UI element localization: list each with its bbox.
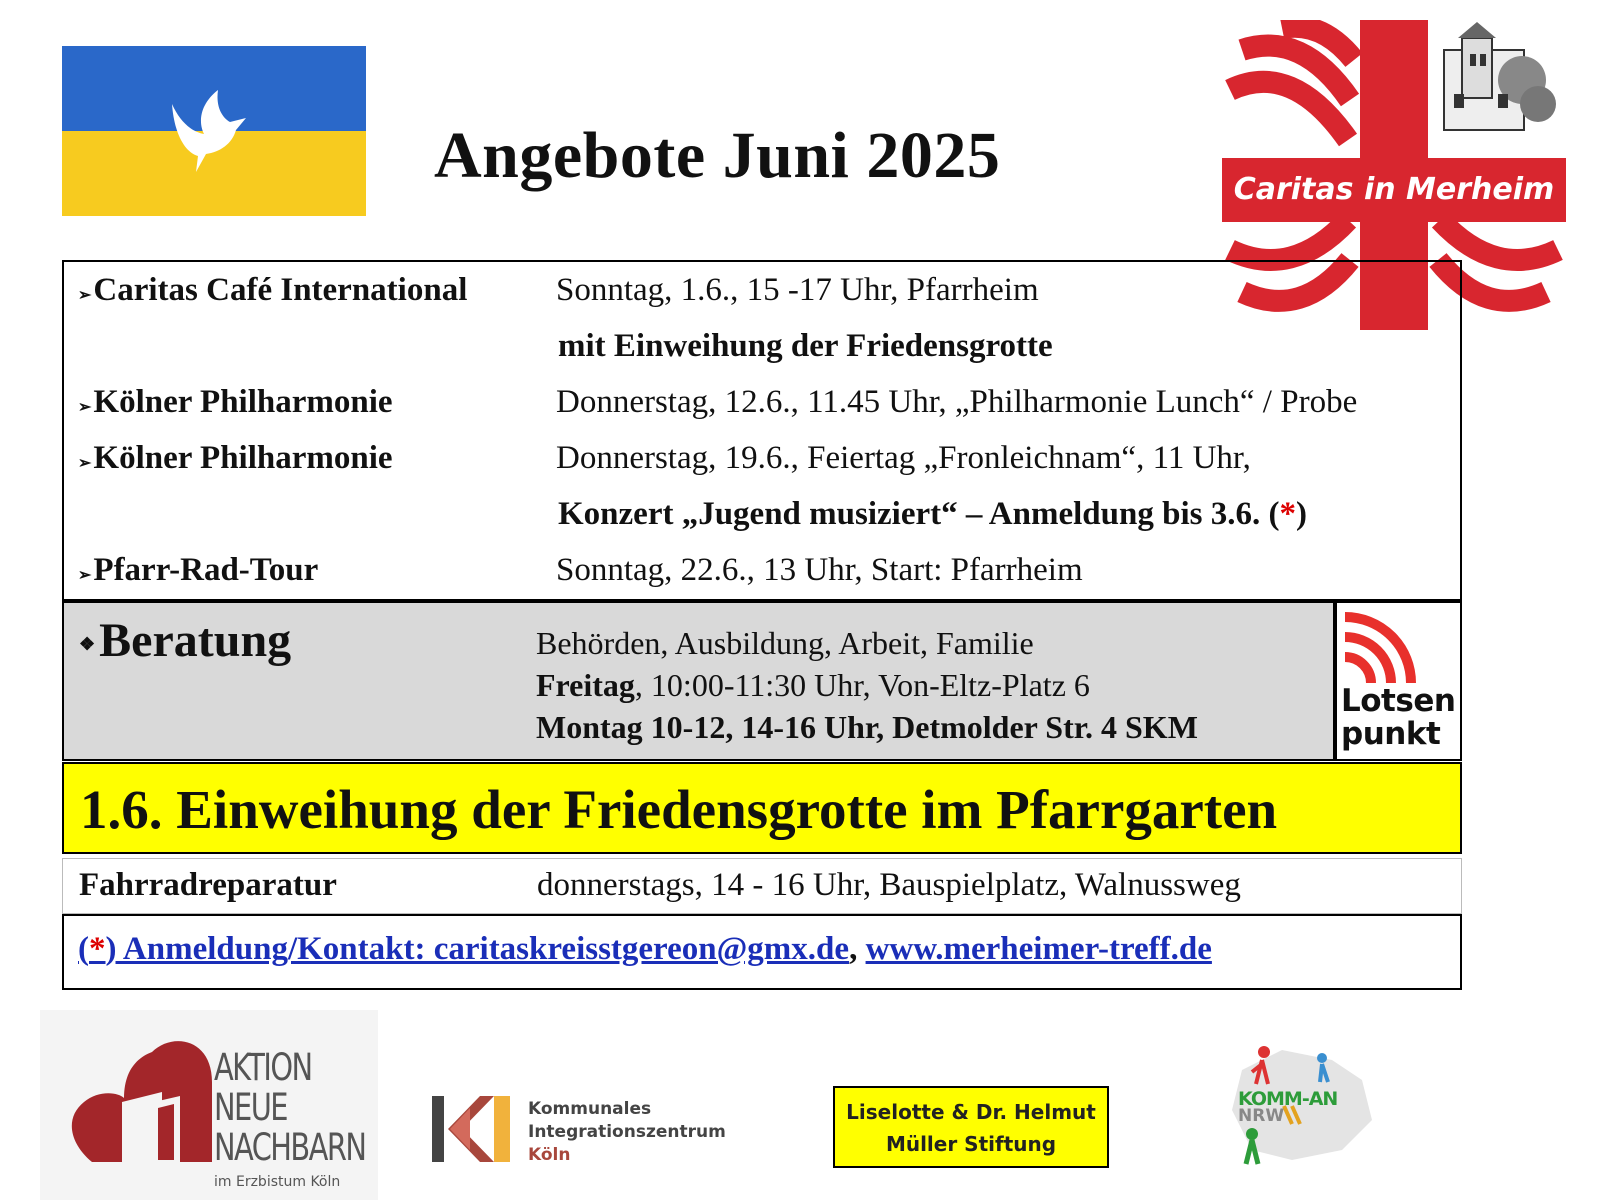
ann-line-nachbarn: NACHBARN [214,1126,366,1169]
highlight-banner [62,762,1462,854]
beratung-friday-rest: , 10:00-11:30 Uhr, Von-Eltz-Platz 6 [634,667,1090,703]
fahrrad-detail: donnerstags, 14 - 16 Uhr, Bauspielplatz, Walnussweg [537,867,1241,903]
ki-line-integrationszentrum: Integrationszentrum [528,1122,726,1142]
contact-email-link[interactable] [78,931,849,967]
event-name [78,272,467,309]
beratung-topics: Behörden, Ausbildung, Arbeit, Familie [536,625,1034,661]
event-name-text: Pfarr-Rad-Tour [93,552,319,588]
stiftung-logo [833,1086,1109,1168]
page-title: Angebote Juni 2025 [434,119,1001,192]
contact-email-text: ) Anmeldung/Kontakt: caritaskreisstgereon@gmx.de [105,931,850,967]
contact-separator: , [849,931,858,967]
diamond-bullet-icon: ❖ [79,634,96,655]
fahrrad-name: Fahrradreparatur [79,867,337,903]
event-name [78,440,393,477]
fahrrad-row [62,858,1462,914]
contact-open-paren: ( [78,931,89,967]
aktion-neue-nachbarn-logo [40,1010,378,1200]
event-extra [558,496,1307,533]
event-name-text: Kölner Philharmonie [93,440,393,476]
event-extra: mit Einweihung der Friedensgrotte [558,328,1053,364]
ki-logo-text [528,1098,726,1167]
event-name-text: Caritas Café International [93,272,468,308]
signal-icon [1339,605,1429,685]
ann-line-neue: NEUE [214,1086,287,1129]
beratung-friday [536,667,1090,704]
event-detail: Donnerstag, 19.6., Feiertag „Fronleichnam“, 11 Uhr, [556,440,1251,476]
banner-text: 1.6. Einweihung der Friedensgrotte im Pfarrgarten [80,779,1278,840]
caritas-logo-band [1222,158,1566,222]
arrow-bullet-icon: ➢ [78,287,92,304]
heart-icon [62,1032,232,1192]
event-name [78,552,318,589]
event-extra-row [78,328,1448,378]
lotsen-text: Lotsen [1341,683,1456,719]
dove-icon [162,82,252,180]
event-detail: Sonntag, 1.6., 15 -17 Uhr, Pfarrheim [556,272,1039,308]
asterisk-mark: * [1279,496,1296,532]
komm-an-text: KOMM-AN [1238,1088,1338,1110]
ki-line-kommunales: Kommunales [528,1099,652,1119]
lotsenpunkt-logo [1335,601,1462,761]
event-name-text: Kölner Philharmonie [93,384,393,420]
event-row [78,384,1448,434]
ki-line-koeln: Köln [528,1145,571,1165]
lotsenpunkt-text [1341,685,1455,751]
contact-box [62,914,1462,990]
ki-mark-icon [432,1096,518,1166]
ukraine-flag-image [62,46,366,216]
events-table [62,260,1462,602]
ann-logo-subtitle: im Erzbistum Köln [214,1174,341,1190]
beratung-title-text: Beratung [99,614,292,667]
arrow-bullet-icon: ➢ [78,455,92,472]
caritas-logo-text: Caritas in Merheim [1233,172,1555,207]
event-row [78,440,1448,490]
beratung-title [79,613,291,668]
event-extra-row [78,496,1448,546]
ann-line-aktion: AKTION [214,1046,312,1089]
event-row [78,552,1448,602]
event-extra-text: Konzert „Jugend musiziert“ – Anmeldung bis 3.6. ( [558,496,1280,532]
punkt-text: punkt [1341,716,1441,752]
contact-line [78,931,1212,968]
event-detail: Sonntag, 22.6., 13 Uhr, Start: Pfarrheim [556,552,1083,588]
event-row [78,272,1448,322]
event-extra-suffix: ) [1295,496,1307,532]
arrow-bullet-icon: ➢ [78,567,92,584]
event-detail: Donnerstag, 12.6., 11.45 Uhr, „Philharmonie Lunch“ / Probe [556,384,1358,420]
nrw-text: NRW [1238,1106,1285,1126]
ki-koeln-logo [432,1090,732,1170]
beratung-section [62,601,1335,761]
asterisk-mark: * [89,931,106,967]
website-link[interactable]: www.merheimer-treff.de [865,931,1212,967]
arrow-bullet-icon: ➢ [78,399,92,416]
beratung-monday: Montag 10-12, 14-16 Uhr, Detmolder Str. 4 SKM [536,709,1198,745]
stiftung-line-1: Liselotte & Dr. Helmut [846,1100,1096,1124]
ann-logo-text [214,1048,365,1168]
beratung-friday-day: Freitag [536,667,635,703]
komm-an-nrw-logo [1222,1040,1382,1170]
event-name [78,384,393,421]
stiftung-line-2: Müller Stiftung [885,1132,1057,1156]
